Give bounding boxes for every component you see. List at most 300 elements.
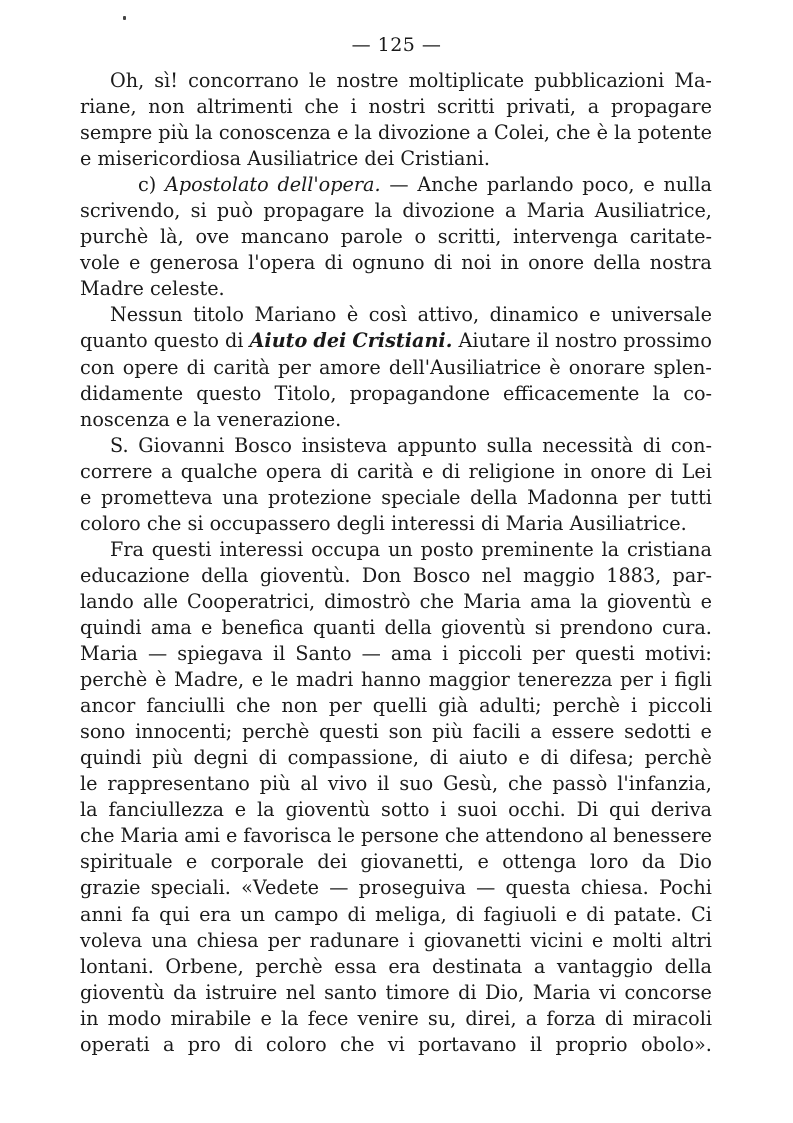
word: onore — [528, 251, 585, 275]
word: nulla — [663, 173, 712, 197]
word: altrimenti — [196, 95, 293, 119]
word: vivo — [327, 772, 368, 796]
word: la — [195, 121, 213, 145]
word: al — [589, 824, 608, 848]
word: fa — [131, 902, 150, 926]
word: una — [151, 928, 188, 952]
text-line — [80, 797, 712, 823]
word: i — [631, 694, 638, 718]
word: portavano — [418, 1032, 517, 1056]
word: venire — [357, 1006, 419, 1030]
word: e — [251, 668, 264, 692]
text-line — [80, 68, 712, 94]
word: e — [234, 798, 247, 822]
word: insisteva — [301, 433, 388, 457]
word: non — [281, 694, 318, 718]
word: chiesa. — [580, 876, 649, 900]
word: e — [260, 1006, 272, 1030]
word: fanciullezza — [108, 798, 224, 822]
word: Aiuto — [249, 329, 308, 353]
word: i — [408, 928, 415, 952]
word: Nessun — [110, 303, 183, 327]
word: si — [190, 199, 207, 223]
word: Maria — [526, 199, 585, 223]
word: quanti — [313, 615, 376, 639]
word: educazione — [80, 563, 190, 587]
word: Madre — [80, 277, 144, 301]
word: i — [440, 798, 447, 822]
page-number: — 125 — — [351, 34, 442, 56]
word: Bosco — [412, 563, 471, 587]
word: Maria — [80, 642, 138, 666]
word: degni — [193, 746, 248, 770]
word: passò — [552, 772, 608, 796]
text-line — [80, 745, 712, 771]
word: protezione — [268, 485, 372, 509]
word: S. — [110, 433, 129, 457]
word: pro — [187, 1032, 221, 1056]
word: più — [158, 121, 190, 145]
word: sì! — [154, 69, 178, 92]
text-line — [80, 224, 712, 250]
word: perchè — [644, 746, 712, 770]
word: Pochi — [658, 876, 712, 900]
word: — — [389, 173, 409, 197]
word: i — [660, 668, 667, 692]
word: essere — [551, 720, 615, 744]
word: ama — [150, 615, 192, 639]
word: Dio, — [485, 980, 525, 1004]
word: voleva — [80, 928, 143, 952]
word: la — [257, 798, 275, 822]
text-line — [80, 459, 712, 485]
word: coloro — [265, 1032, 327, 1056]
word: ognuno — [352, 251, 425, 275]
word: occupassero — [209, 511, 331, 535]
word: interessi — [390, 511, 475, 535]
word: di — [347, 902, 366, 926]
word: son — [388, 720, 423, 744]
word: e — [200, 615, 213, 639]
word: prendono — [559, 615, 653, 639]
word: cristiana — [626, 537, 712, 561]
text-line — [80, 902, 712, 928]
word: Cooperatrici, — [187, 589, 316, 613]
word: pubblicazioni — [534, 69, 665, 92]
word: — — [147, 642, 168, 666]
word: sedotti — [624, 720, 691, 744]
word: attendono — [485, 824, 584, 848]
word: corporale — [210, 850, 305, 874]
word: gioventù — [606, 589, 692, 613]
word: a — [533, 954, 546, 978]
word: le — [80, 772, 98, 796]
word: ancor — [80, 694, 136, 718]
word: fece — [307, 1006, 349, 1030]
text-line — [80, 355, 712, 381]
word: poco, — [582, 173, 635, 197]
word: perchè — [552, 694, 620, 718]
word: istruire — [205, 980, 278, 1004]
word: amore — [318, 355, 381, 379]
word: benefica — [221, 615, 304, 639]
word: l'infanzia, — [617, 772, 712, 796]
text-line — [80, 94, 712, 120]
word: religione — [468, 459, 556, 483]
word: più — [432, 720, 463, 744]
word: benessere — [613, 824, 712, 848]
word: potente — [637, 121, 712, 145]
word: l'opera — [248, 251, 316, 275]
word: e — [591, 928, 604, 952]
word: di — [642, 433, 662, 457]
word: ama — [530, 589, 572, 613]
word: onorare — [568, 355, 646, 379]
word: questi — [319, 720, 379, 744]
word: nostri — [368, 95, 426, 119]
word: questo — [196, 381, 262, 405]
word: più — [259, 772, 291, 796]
text-line — [80, 1006, 712, 1032]
word: facili — [472, 720, 521, 744]
word: Giovanni — [138, 433, 225, 457]
word: e — [80, 147, 92, 171]
word: Maria — [532, 980, 591, 1004]
word: spirituale — [80, 850, 173, 874]
word: Ausiliatrice, — [594, 199, 712, 223]
word: perchè — [80, 668, 148, 692]
word: suo — [399, 772, 434, 796]
word: e — [700, 720, 712, 744]
text-line — [80, 823, 712, 849]
text-line — [80, 641, 712, 667]
text-line — [80, 511, 712, 537]
word: celeste. — [150, 277, 225, 301]
text-line — [80, 615, 712, 641]
word: che — [507, 772, 543, 796]
word: dell'Ausiliatrice — [388, 355, 542, 379]
word: radunare — [309, 928, 400, 952]
word: che — [235, 694, 271, 718]
word: figli — [674, 668, 712, 692]
word: e — [565, 902, 578, 926]
word: a — [163, 1032, 175, 1056]
word: mirabile — [170, 1006, 252, 1030]
word: concorse — [624, 980, 712, 1004]
word: le — [337, 824, 355, 848]
word: la — [652, 381, 671, 405]
word: deriva — [650, 798, 712, 822]
word: questi — [575, 642, 635, 666]
text-line — [80, 146, 712, 172]
word: attivo, — [417, 303, 480, 327]
word: le — [308, 69, 327, 92]
word: Ausiliatrice — [247, 147, 359, 171]
word: coloro — [80, 511, 141, 535]
word: della — [384, 615, 432, 639]
word: là, — [160, 225, 184, 249]
word: è — [346, 303, 359, 327]
word: e — [422, 459, 434, 483]
word: Mariano — [254, 303, 337, 327]
word: propagare — [263, 199, 365, 223]
word: di — [441, 459, 461, 483]
word: favorisca — [243, 824, 332, 848]
word: campo — [274, 902, 339, 926]
word: di — [429, 746, 448, 770]
text-line — [80, 250, 712, 276]
text-line — [80, 120, 712, 146]
word: le — [270, 668, 289, 692]
word: suoi — [457, 798, 498, 822]
word: quelli — [372, 694, 428, 718]
word: di — [234, 1032, 253, 1056]
word: occupa — [311, 537, 381, 561]
word: è — [596, 121, 608, 145]
word: vicini — [530, 928, 583, 952]
word: perchè — [255, 954, 323, 978]
word: caritate- — [629, 225, 712, 249]
word: per — [532, 642, 565, 666]
text-line — [80, 276, 712, 302]
word: gioventù — [441, 615, 526, 639]
word: privati, — [506, 95, 577, 119]
word: della — [201, 563, 249, 587]
word: quanto — [80, 329, 148, 353]
word: è — [154, 668, 167, 692]
word: già — [438, 694, 469, 718]
word: dei — [364, 147, 395, 171]
word: Apostolato — [165, 173, 269, 197]
word: a — [530, 720, 542, 744]
word: la — [354, 121, 372, 145]
word: lontani. — [80, 954, 154, 978]
text-line — [80, 667, 712, 693]
word: e — [336, 121, 349, 145]
word: e — [589, 303, 601, 327]
word: carità — [356, 459, 414, 483]
word: venerazione. — [217, 407, 342, 431]
text-line — [80, 485, 712, 511]
word: gioventù. — [259, 563, 351, 587]
word: generosa — [149, 251, 239, 275]
text-line — [80, 563, 712, 589]
word: tutti — [670, 485, 712, 509]
word: che — [444, 824, 480, 848]
word: maggio — [522, 563, 595, 587]
text-line — [80, 433, 712, 459]
text-line — [80, 198, 712, 224]
word: Maria — [505, 511, 564, 535]
word: dei — [313, 329, 347, 353]
word: intervenga — [513, 225, 619, 249]
word: hanno — [360, 668, 422, 692]
word: di — [455, 902, 475, 926]
word: concorrano — [188, 69, 299, 92]
word: il — [377, 772, 390, 796]
word: madri — [296, 668, 354, 692]
word: interessi — [219, 537, 304, 561]
word: di — [433, 251, 453, 275]
word: il — [536, 329, 549, 353]
word: qui — [609, 798, 640, 822]
word: opera — [265, 459, 322, 483]
word: al — [300, 772, 318, 796]
word: e — [129, 251, 141, 275]
word: Santo — [295, 642, 352, 666]
word: obolo». — [640, 1032, 712, 1056]
word: Maria — [120, 824, 179, 848]
word: i — [442, 642, 449, 666]
word: parlando — [486, 173, 574, 197]
word: parole — [340, 225, 403, 249]
word: propagare — [610, 95, 712, 119]
word: Titolo, — [274, 381, 337, 405]
word: proseguiva — [358, 876, 466, 900]
word: ove — [195, 225, 230, 249]
word: patate. — [613, 902, 682, 926]
word: chiesa — [196, 928, 259, 952]
word: che — [339, 1032, 375, 1056]
word: qualche — [180, 459, 258, 483]
word: occhi. — [508, 798, 566, 822]
word: sono — [80, 720, 126, 744]
word: — — [476, 876, 496, 900]
word: adulti; — [479, 694, 542, 718]
word: Anche — [417, 173, 479, 197]
word: timore — [385, 980, 450, 1004]
text-line — [80, 381, 712, 407]
body-text — [80, 68, 712, 1058]
word: Maria — [463, 589, 522, 613]
word: gioventù — [80, 980, 165, 1004]
word: della — [593, 251, 641, 275]
word: par- — [672, 563, 712, 587]
word: Don — [361, 563, 402, 587]
word: gioventù — [285, 798, 371, 822]
word: maggior — [428, 668, 510, 692]
word: motivi: — [644, 642, 712, 666]
word: modo — [107, 1006, 162, 1030]
word: proprio — [555, 1032, 628, 1056]
word: cura. — [662, 615, 712, 639]
word: di — [258, 746, 277, 770]
word: in — [563, 459, 582, 483]
word: sotto — [381, 798, 430, 822]
word: grazie — [80, 876, 141, 900]
word: la — [281, 1006, 299, 1030]
word: noscenza — [80, 407, 170, 431]
word: a — [504, 199, 517, 223]
word: correre — [80, 459, 153, 483]
text-line — [80, 589, 712, 615]
word: splen- — [653, 355, 712, 379]
word: innocenti; — [135, 720, 233, 744]
word: di — [586, 902, 605, 926]
word: efficacemente — [503, 381, 640, 405]
text-line — [80, 954, 712, 980]
text-line — [80, 407, 712, 433]
word: nostro — [555, 329, 618, 353]
word: onore — [590, 459, 647, 483]
word: Ci — [691, 902, 712, 926]
word: Fra — [110, 537, 144, 561]
word: di — [481, 511, 500, 535]
word: co- — [683, 381, 712, 405]
word: speciali. — [150, 876, 231, 900]
word: santo — [324, 980, 377, 1004]
word: 1883, — [606, 563, 662, 587]
word: la — [580, 589, 598, 613]
word: che — [146, 511, 182, 535]
word: di — [330, 459, 349, 483]
word: sempre — [80, 121, 153, 145]
word: questi — [151, 537, 212, 561]
word: i — [350, 95, 357, 119]
word: ama — [390, 642, 432, 666]
word: in — [80, 1006, 99, 1030]
text-line — [80, 980, 712, 1006]
word: su, — [427, 1006, 457, 1030]
word: purchè — [80, 225, 149, 249]
word: la — [80, 798, 98, 822]
word: e — [518, 746, 530, 770]
word: di — [458, 980, 477, 1004]
word: molti — [612, 928, 663, 952]
word: si — [534, 615, 551, 639]
text-line — [80, 875, 712, 901]
word: da — [173, 980, 197, 1004]
word: piccoli — [648, 694, 712, 718]
word: era — [388, 954, 421, 978]
word: Cristiani. — [400, 147, 491, 171]
word: Cristiani. — [352, 329, 453, 353]
word: divozione — [378, 121, 471, 145]
word: può — [216, 199, 254, 223]
word: spiegava — [177, 642, 263, 666]
word: che — [556, 121, 591, 145]
word: dinamico — [489, 303, 579, 327]
word: un — [240, 902, 265, 926]
word: nostra — [649, 251, 712, 275]
word: che — [304, 95, 339, 119]
word: Gesù, — [443, 772, 499, 796]
word: la — [614, 121, 632, 145]
word: fagiuoli — [483, 902, 557, 926]
word: necessità — [542, 433, 634, 457]
word: Bosco — [234, 433, 292, 457]
word: Madre, — [174, 668, 245, 692]
text-line — [80, 849, 712, 875]
word: per — [278, 355, 311, 379]
word: anni — [80, 902, 123, 926]
word: la — [374, 199, 393, 223]
word: Lei — [681, 459, 712, 483]
word: Orbene, — [165, 954, 244, 978]
word: o — [414, 225, 426, 249]
word: più — [152, 746, 183, 770]
word: da — [641, 850, 666, 874]
word: a — [525, 1006, 538, 1030]
word: loro — [589, 850, 629, 874]
word: prometteva — [100, 485, 213, 509]
word: — — [361, 642, 381, 666]
word: della — [470, 485, 518, 509]
word: Aiutare — [458, 329, 531, 353]
word: misericordiosa — [97, 147, 242, 171]
word: giovanetti — [423, 928, 522, 952]
word: un — [388, 537, 413, 561]
